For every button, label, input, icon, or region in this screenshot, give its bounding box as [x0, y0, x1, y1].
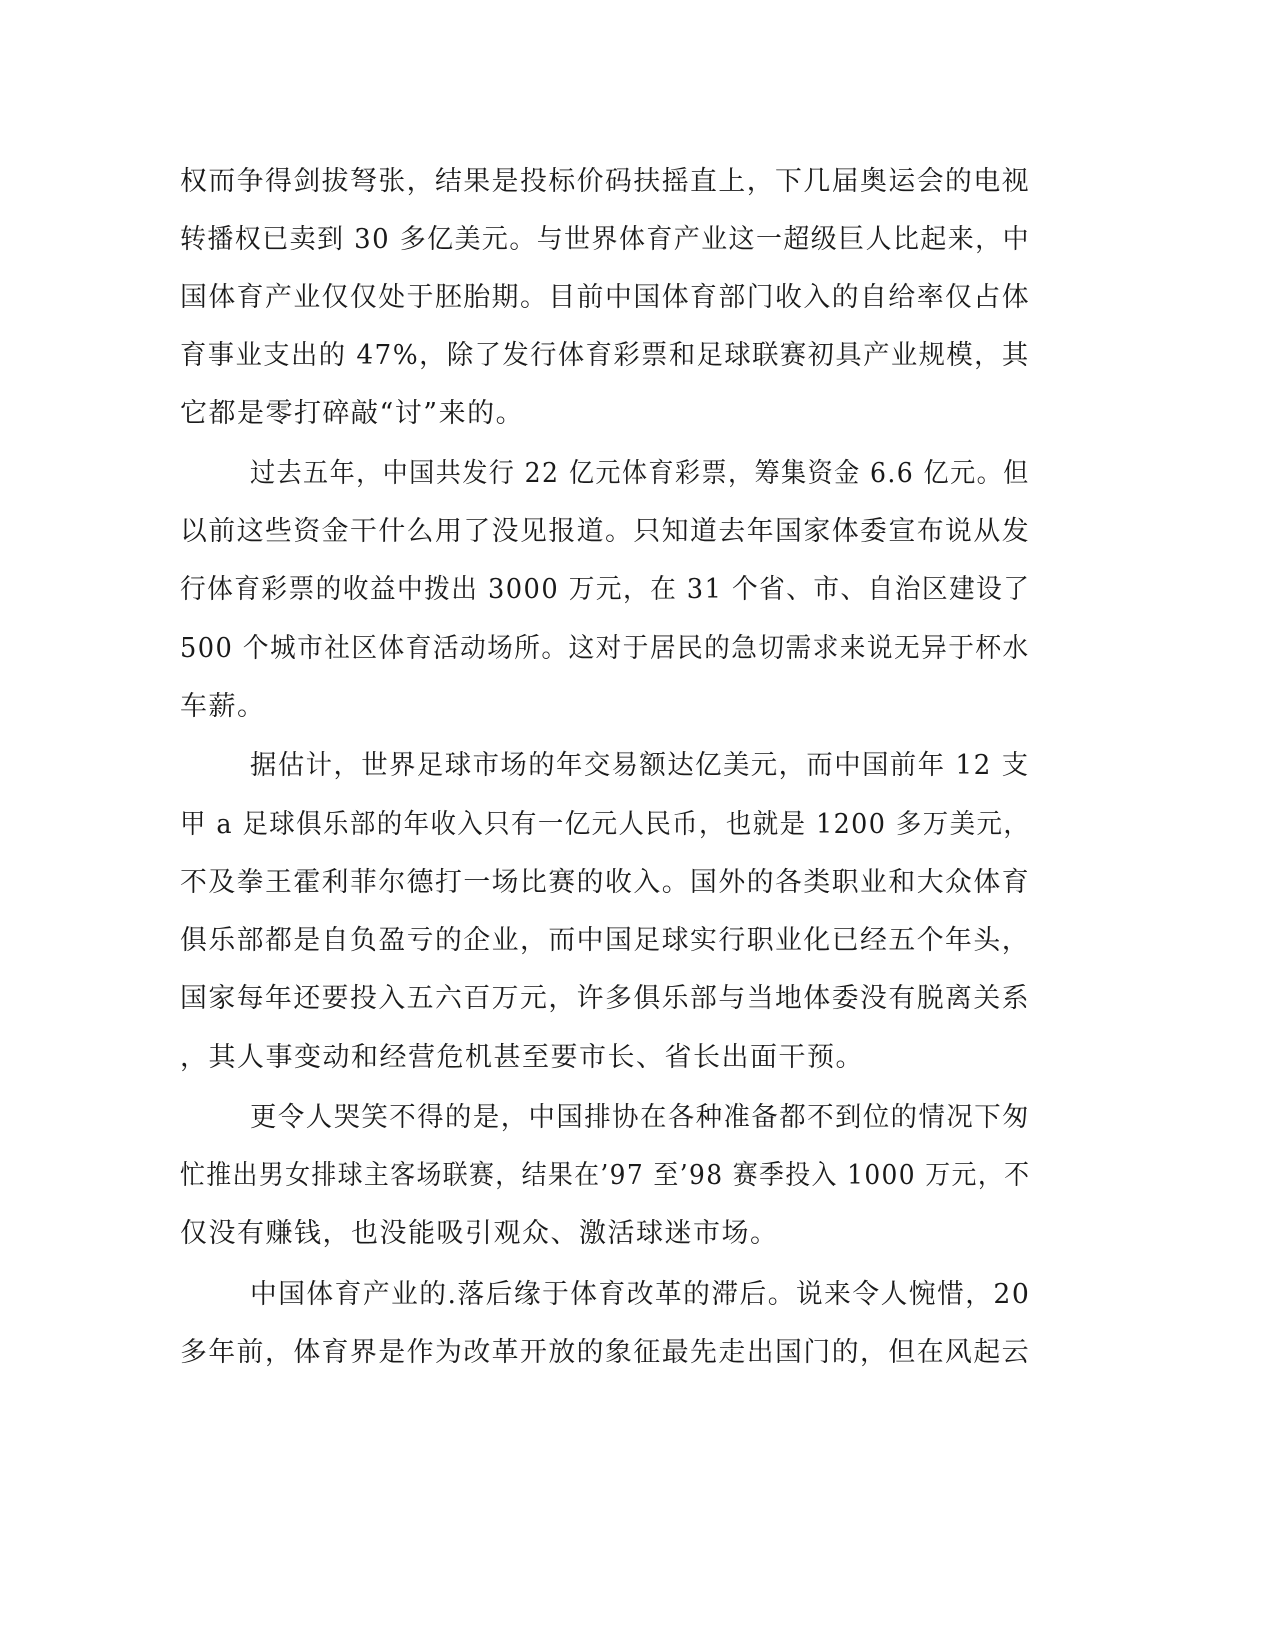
text-line: 甲 a 足球俱乐部的年收入只有一亿元人民币，也就是 1200 多万美元， — [180, 809, 1031, 840]
paragraph-first-line: 更令人哭笑不得的是，中国排协在各种准备都不到位的情况下匆 — [250, 1102, 1030, 1133]
text-line: 不及拳王霍利菲尔德打一场比赛的收入。国外的各类职业和大众体育 — [180, 867, 1031, 898]
text-line: 行体育彩票的收益中拨出 3000 万元，在 31 个省、市、自治区建设了 — [180, 574, 1031, 605]
text-line: 俱乐部都是自负盈亏的企业，而中国足球实行职业化已经五个年头， — [180, 925, 1031, 956]
text-line: 以前这些资金干什么用了没见报道。只知道去年国家体委宣布说从发 — [180, 516, 1031, 547]
text-line: 多年前，体育界是作为改革开放的象征最先走出国门的，但在风起云 — [180, 1337, 1031, 1368]
paragraph-first-line: 据估计，世界足球市场的年交易额达亿美元，而中国前年 12 支 — [250, 750, 1030, 781]
text-line: 它都是零打碎敲“讨”来的。 — [180, 398, 525, 429]
text-line: 育事业支出的 47%，除了发行体育彩票和足球联赛初具产业规模，其 — [180, 340, 1030, 371]
text-line: ，其人事变动和经营危机甚至要市长、省长出面干预。 — [180, 1042, 864, 1073]
text-line: 仅没有赚钱，也没能吸引观众、激活球迷市场。 — [180, 1218, 779, 1249]
text-line: 国家每年还要投入五六百万元，许多俱乐部与当地体委没有脱离关系 — [180, 983, 1031, 1014]
text-line: 国体育产业仅仅处于胚胎期。目前中国体育部门收入的自给率仅占体 — [180, 282, 1031, 313]
text-line: 转播权已卖到 30 多亿美元。与世界体育产业这一超级巨人比起来，中 — [180, 224, 1030, 255]
text-line: 忙推出男女排球主客场联赛，结果在’97 至’98 赛季投入 1000 万元，不 — [180, 1160, 1031, 1191]
text-line: 权而争得剑拔弩张，结果是投标价码扶摇直上，下几届奥运会的电视 — [180, 166, 1031, 197]
paragraph-first-line: 过去五年，中国共发行 22 亿元体育彩票，筹集资金 6.6 亿元。但 — [250, 458, 1030, 489]
text-line: 500 个城市社区体育活动场所。这对于居民的急切需求来说无异于杯水 — [180, 633, 1030, 664]
paragraph-first-line: 中国体育产业的.落后缘于体育改革的滞后。说来令人惋惜，20 — [250, 1279, 1031, 1310]
text-line: 车薪。 — [180, 691, 266, 722]
